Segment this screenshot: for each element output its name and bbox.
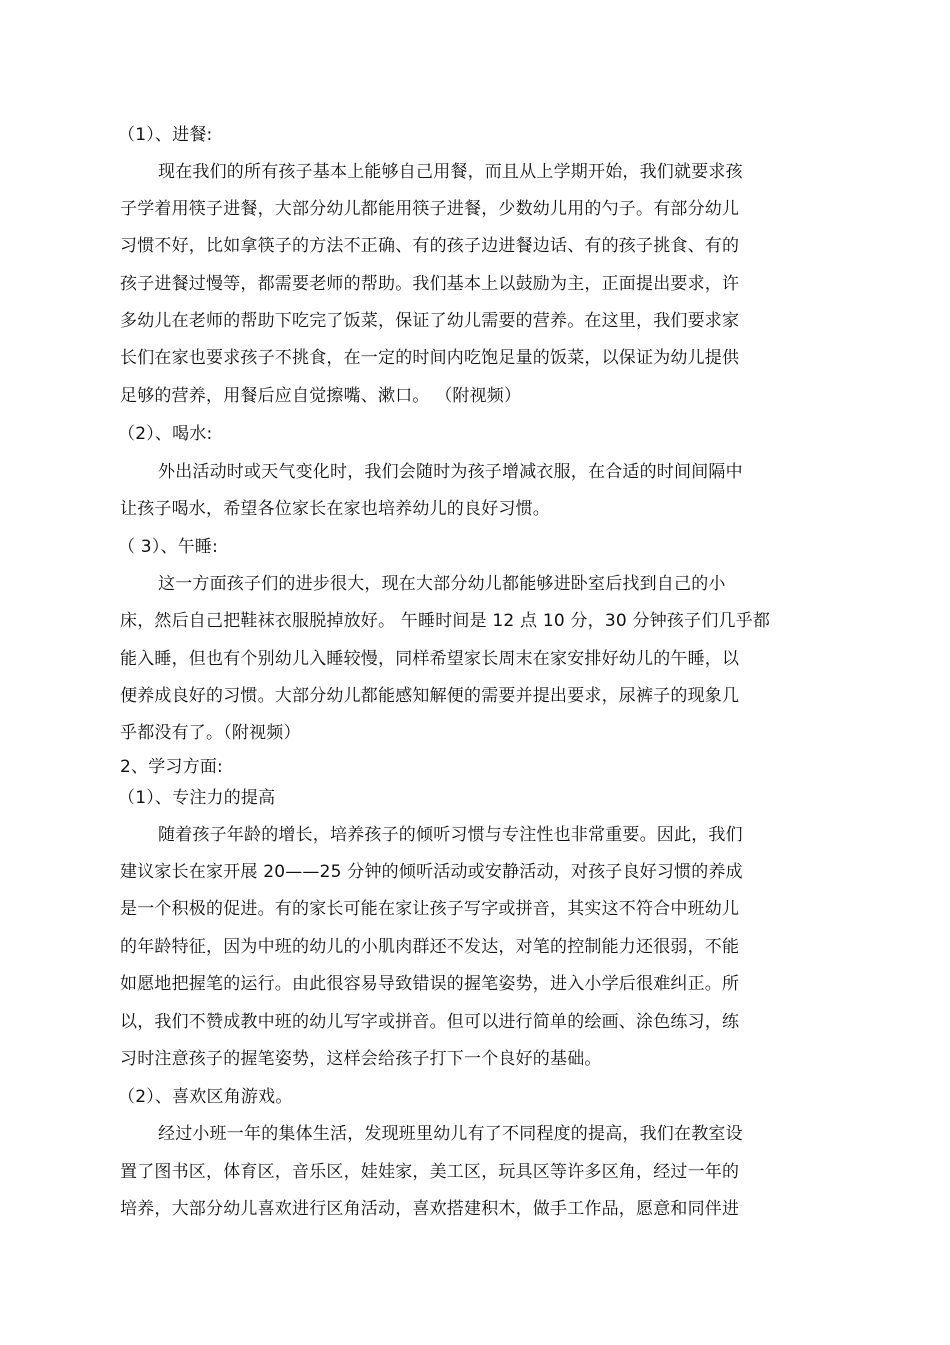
subheading-corner-games: （2）、喜欢区角游戏。 [118,1087,293,1107]
paragraph-line: 乎都没有了。（附视频） [120,723,301,743]
subheading-eating: （1）、进餐: [118,125,213,145]
paragraph-line: 如愿地把握笔的运行。由此很容易导致错误的握笔姿势，进入小学后很难纠正。所 [120,974,740,994]
subheading-nap: （ 3）、午睡: [118,537,219,557]
paragraph-line: 以，我们不赞成教中班的幼儿写字或拼音。但可以进行简单的绘画、涂色练习，练 [120,1012,740,1032]
paragraph-line: 床，然后自己把鞋袜衣服脱掉放好。 午睡时间是 12 点 10 分，30 分钟孩子们几乎都 [120,611,771,631]
paragraph-line: 习时注意孩子的握笔姿势，这样会给孩子打下一个良好的基础。 [120,1049,602,1069]
section-heading-learning: 2、学习方面: [120,757,223,777]
paragraph-line: 现在我们的所有孩子基本上能够自己用餐，而且从上学期开始，我们就要求孩 [158,162,743,182]
paragraph-line: 让孩子喝水，希望各位家长在家也培养幼儿的良好习惯。 [120,499,550,519]
paragraph-line: 随着孩子年龄的增长，培养孩子的倾听习惯与专注性也非常重要。因此，我们 [158,825,743,845]
paragraph-line: 培养，大部分幼儿喜欢进行区角活动，喜欢搭建积木，做手工作品，愿意和同伴进 [120,1199,740,1219]
paragraph-line: 便养成良好的习惯。大部分幼儿都能感知解便的需要并提出要求，尿裤子的现象几 [120,686,740,706]
paragraph-line: 多幼儿在老师的帮助下吃完了饭菜，保证了幼儿需要的营养。在这里，我们要求家 [120,311,740,331]
paragraph-line: 外出活动时或天气变化时，我们会随时为孩子增减衣服，在合适的时间间隔中 [158,462,743,482]
paragraph-line: 的年龄特征，因为中班的幼儿的小肌肉群还不发达，对笔的控制能力还很弱，不能 [120,937,740,957]
paragraph-line: 长们在家也要求孩子不挑食，在一定的时间内吃饱足量的饭菜，以保证为幼儿提供 [120,348,740,368]
paragraph-line: 孩子进餐过慢等，都需要老师的帮助。我们基本上以鼓励为主，正面提出要求，许 [120,274,740,294]
paragraph-line: 置了图书区，体育区，音乐区，娃娃家，美工区，玩具区等许多区角，经过一年的 [120,1162,740,1182]
paragraph-line: 子学着用筷子进餐，大部分幼儿都能用筷子进餐，少数幼儿用的勺子。有部分幼儿 [120,199,740,219]
paragraph-line: 建议家长在家开展 20——25 分钟的倾听活动或安静活动，对孩子良好习惯的养成 [120,862,743,882]
paragraph-line: 经过小班一年的集体生活，发现班里幼儿有了不同程度的提高，我们在教室设 [158,1124,743,1144]
paragraph-line: 能入睡，但也有个别幼儿入睡较慢，同样希望家长周末在家安排好幼儿的午睡，以 [120,649,740,669]
paragraph-line: 这一方面孩子们的进步很大，现在大部分幼儿都能够进卧室后找到自己的小 [158,574,726,594]
paragraph-line: 足够的营养，用餐后应自觉擦嘴、漱口。 （附视频） [120,386,522,406]
paragraph-line: 是一个积极的促进。有的家长可能在家让孩子写字或拼音，其实这不符合中班幼儿 [120,899,740,919]
paragraph-line: 习惯不好，比如拿筷子的方法不正确、有的孩子边进餐边话、有的孩子挑食、有的 [120,236,740,256]
subheading-focus: （1）、专注力的提高 [118,788,276,808]
subheading-drinking: （2）、喝水: [118,424,213,444]
